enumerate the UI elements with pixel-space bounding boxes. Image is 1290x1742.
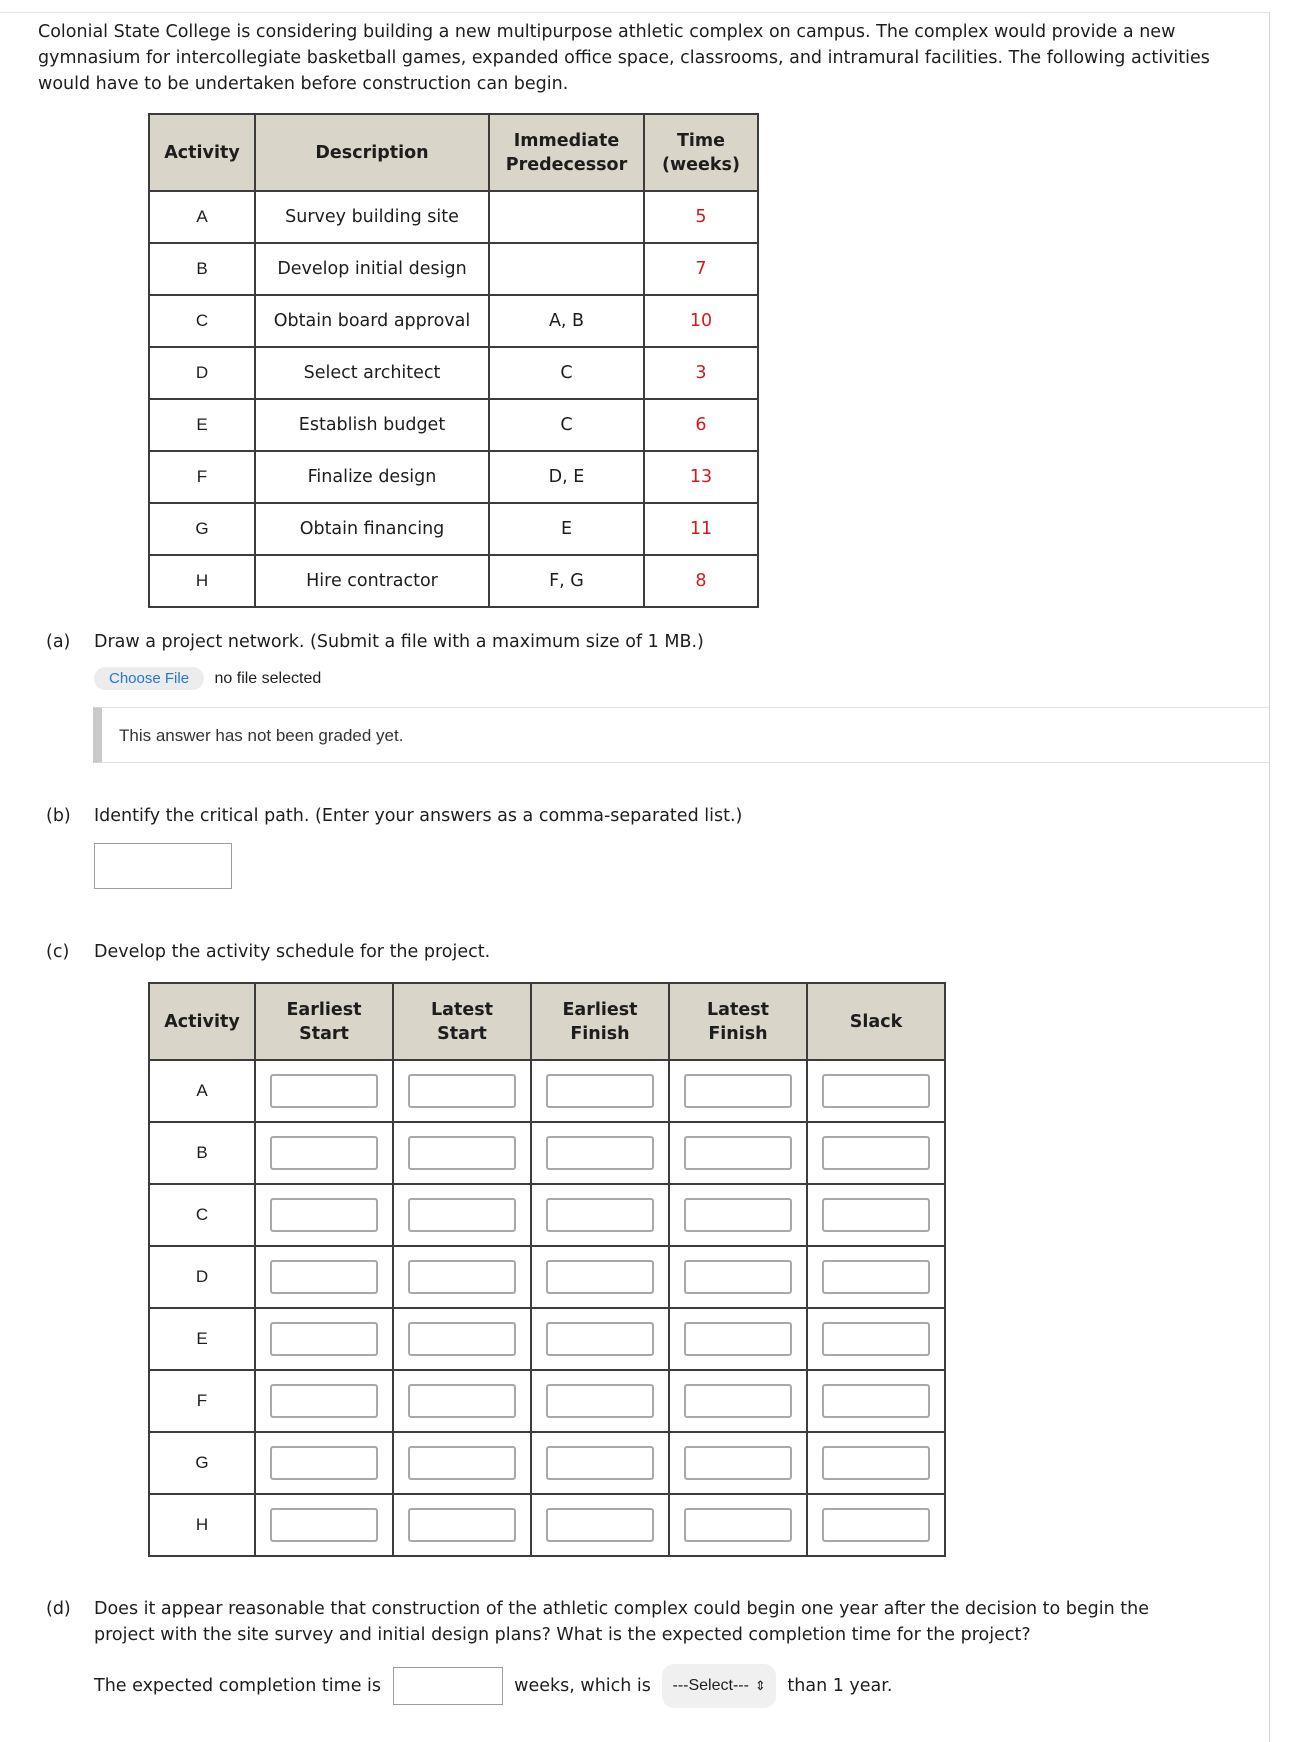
schedule-cell <box>531 1494 669 1556</box>
slack-input[interactable] <box>822 1074 930 1108</box>
earliest-finish-input[interactable] <box>546 1446 654 1480</box>
earliest-finish-input[interactable] <box>546 1074 654 1108</box>
problem-intro: Colonial State College is considering building a new multipurpose athletic complex on campus. The complex would provide a new gymnasium for intercollegiate basketball games, expanded office space, classrooms, and intramural facilities. The following activities would have to be undertaken before construction can begin. <box>38 22 1210 94</box>
sched-header-latest-start: Latest Start <box>393 983 531 1060</box>
activity-cell: A <box>149 191 255 243</box>
activity-row <box>149 555 758 607</box>
predecessor-cell: E <box>489 503 644 555</box>
sched-header-earliest-start: Earliest Start <box>255 983 393 1060</box>
schedule-cell <box>393 1308 531 1370</box>
latest-start-input[interactable] <box>408 1322 516 1356</box>
latest-finish-input[interactable] <box>684 1384 792 1418</box>
earliest-start-input[interactable] <box>270 1198 378 1232</box>
schedule-cell <box>531 1122 669 1184</box>
schedule-cell <box>255 1432 393 1494</box>
schedule-cell <box>393 1370 531 1432</box>
activity-row <box>149 191 758 243</box>
activity-cell: B <box>149 243 255 295</box>
slack-input[interactable] <box>822 1508 930 1542</box>
activity-row <box>149 347 758 399</box>
earliest-start-input[interactable] <box>270 1508 378 1542</box>
time-cell: 13 <box>644 451 758 503</box>
activities-table <box>148 113 759 608</box>
description-cell: Hire contractor <box>255 555 489 607</box>
activity-cell: E <box>149 399 255 451</box>
schedule-row <box>149 1432 945 1494</box>
schedule-cell <box>669 1246 807 1308</box>
schedule-cell <box>807 1184 945 1246</box>
part-d-question <box>46 1596 1246 1648</box>
schedule-activity-cell: G <box>149 1432 255 1494</box>
earliest-start-input[interactable] <box>270 1260 378 1294</box>
schedule-cell <box>807 1122 945 1184</box>
critical-path-input[interactable] <box>94 843 232 889</box>
activity-row <box>149 451 758 503</box>
time-cell: 11 <box>644 503 758 555</box>
latest-finish-input[interactable] <box>684 1136 792 1170</box>
schedule-activity-cell: H <box>149 1494 255 1556</box>
latest-start-input[interactable] <box>408 1384 516 1418</box>
schedule-cell <box>531 1060 669 1122</box>
activity-cell: C <box>149 295 255 347</box>
predecessor-cell <box>489 191 644 243</box>
schedule-row <box>149 1308 945 1370</box>
sched-header-slack: Slack <box>807 983 945 1060</box>
schedule-activity-cell: F <box>149 1370 255 1432</box>
sched-header-activity: Activity <box>149 983 255 1060</box>
time-cell: 10 <box>644 295 758 347</box>
earliest-finish-input[interactable] <box>546 1198 654 1232</box>
schedule-row <box>149 1060 945 1122</box>
predecessor-cell: F, G <box>489 555 644 607</box>
schedule-cell <box>531 1308 669 1370</box>
schedule-activity-cell: E <box>149 1308 255 1370</box>
schedule-table <box>148 982 946 1557</box>
schedule-cell <box>393 1494 531 1556</box>
earliest-start-input[interactable] <box>270 1074 378 1108</box>
completion-suffix: than 1 year. <box>787 1676 893 1696</box>
schedule-cell <box>393 1060 531 1122</box>
latest-start-input[interactable] <box>408 1260 516 1294</box>
part-d-label: (d) <box>46 1599 71 1619</box>
description-cell: Survey building site <box>255 191 489 243</box>
schedule-cell <box>531 1246 669 1308</box>
schedule-cell <box>807 1060 945 1122</box>
schedule-row <box>149 1246 945 1308</box>
predecessor-cell: A, B <box>489 295 644 347</box>
earliest-finish-input[interactable] <box>546 1384 654 1418</box>
description-cell: Obtain board approval <box>255 295 489 347</box>
completion-time-row <box>94 1664 892 1708</box>
slack-input[interactable] <box>822 1384 930 1418</box>
schedule-cell <box>807 1246 945 1308</box>
latest-finish-input[interactable] <box>684 1508 792 1542</box>
schedule-cell <box>669 1432 807 1494</box>
activity-cell: F <box>149 451 255 503</box>
schedule-cell <box>669 1060 807 1122</box>
part-c-label: (c) <box>46 942 70 962</box>
schedule-cell <box>807 1494 945 1556</box>
schedule-row <box>149 1184 945 1246</box>
schedule-cell <box>807 1432 945 1494</box>
schedule-cell <box>393 1246 531 1308</box>
description-cell: Finalize design <box>255 451 489 503</box>
earliest-finish-input[interactable] <box>546 1260 654 1294</box>
schedule-cell <box>669 1308 807 1370</box>
time-cell: 5 <box>644 191 758 243</box>
schedule-cell <box>531 1370 669 1432</box>
latest-start-input[interactable] <box>408 1198 516 1232</box>
activity-cell: D <box>149 347 255 399</box>
latest-start-input[interactable] <box>408 1446 516 1480</box>
activity-row <box>149 295 758 347</box>
schedule-cell <box>807 1370 945 1432</box>
completion-time-input[interactable] <box>393 1667 503 1705</box>
time-cell: 6 <box>644 399 758 451</box>
completion-prefix: The expected completion time is <box>94 1676 381 1696</box>
slack-input[interactable] <box>822 1322 930 1356</box>
schedule-row <box>149 1122 945 1184</box>
predecessor-cell: C <box>489 347 644 399</box>
activity-cell: G <box>149 503 255 555</box>
activity-row <box>149 399 758 451</box>
schedule-activity-cell: B <box>149 1122 255 1184</box>
schedule-cell <box>669 1494 807 1556</box>
part-c-question <box>46 939 490 965</box>
schedule-cell <box>531 1184 669 1246</box>
description-cell: Establish budget <box>255 399 489 451</box>
part-a-text: Draw a project network. (Submit a file with a maximum size of 1 MB.) <box>94 632 704 652</box>
description-cell: Select architect <box>255 347 489 399</box>
part-b-label: (b) <box>46 806 71 826</box>
col-header-description: Description <box>255 114 489 191</box>
time-cell: 7 <box>644 243 758 295</box>
schedule-activity-cell: C <box>149 1184 255 1246</box>
activity-cell: H <box>149 555 255 607</box>
part-a-label: (a) <box>46 632 71 652</box>
latest-finish-input[interactable] <box>684 1446 792 1480</box>
latest-start-input[interactable] <box>408 1074 516 1108</box>
time-cell: 8 <box>644 555 758 607</box>
predecessor-cell <box>489 243 644 295</box>
predecessor-cell: D, E <box>489 451 644 503</box>
grading-status-text: This answer has not been graded yet. <box>119 726 404 745</box>
activity-row <box>149 503 758 555</box>
earliest-finish-input[interactable] <box>546 1136 654 1170</box>
latest-start-input[interactable] <box>408 1136 516 1170</box>
schedule-cell <box>255 1308 393 1370</box>
part-a-question <box>46 629 704 655</box>
schedule-activity-cell: A <box>149 1060 255 1122</box>
col-header-activity: Activity <box>149 114 255 191</box>
schedule-cell <box>255 1370 393 1432</box>
schedule-cell <box>669 1122 807 1184</box>
file-upload <box>94 667 321 690</box>
schedule-cell <box>669 1370 807 1432</box>
schedule-cell <box>255 1060 393 1122</box>
part-b-question <box>46 803 742 829</box>
schedule-cell <box>255 1122 393 1184</box>
part-c-text: Develop the activity schedule for the project. <box>94 942 491 962</box>
select-chevron-icon: ⇕ <box>754 1678 766 1693</box>
part-b-text: Identify the critical path. (Enter your answers as a comma-separated list.) <box>94 806 743 826</box>
comparison-select[interactable]: ---Select--- ⇕ <box>662 1664 775 1708</box>
predecessor-cell: C <box>489 399 644 451</box>
schedule-cell <box>255 1494 393 1556</box>
schedule-row <box>149 1370 945 1432</box>
latest-start-input[interactable] <box>408 1508 516 1542</box>
earliest-finish-input[interactable] <box>546 1508 654 1542</box>
earliest-start-input[interactable] <box>270 1322 378 1356</box>
choose-file-button[interactable]: Choose File <box>94 667 204 690</box>
part-d-text: Does it appear reasonable that construction of the athletic complex could begin one year after the decision to begin the project with the site survey and initial design plans? What is the expected completion time for the project? <box>94 1599 1149 1645</box>
schedule-cell <box>393 1184 531 1246</box>
slack-input[interactable] <box>822 1136 930 1170</box>
grading-status-box <box>93 707 1270 763</box>
earliest-start-input[interactable] <box>270 1446 378 1480</box>
schedule-cell <box>669 1184 807 1246</box>
schedule-cell <box>393 1122 531 1184</box>
schedule-activity-cell: D <box>149 1246 255 1308</box>
earliest-finish-input[interactable] <box>546 1322 654 1356</box>
completion-middle: weeks, which is <box>514 1676 651 1696</box>
schedule-cell <box>255 1184 393 1246</box>
col-header-time: Time (weeks) <box>644 114 758 191</box>
schedule-cell <box>531 1432 669 1494</box>
latest-finish-input[interactable] <box>684 1322 792 1356</box>
slack-input[interactable] <box>822 1446 930 1480</box>
sched-header-latest-finish: Latest Finish <box>669 983 807 1060</box>
schedule-row <box>149 1494 945 1556</box>
latest-finish-input[interactable] <box>684 1198 792 1232</box>
schedule-cell <box>255 1246 393 1308</box>
sched-header-earliest-finish: Earliest Finish <box>531 983 669 1060</box>
description-cell: Obtain financing <box>255 503 489 555</box>
earliest-start-input[interactable] <box>270 1384 378 1418</box>
page-top-border <box>0 0 1270 13</box>
description-cell: Develop initial design <box>255 243 489 295</box>
time-cell: 3 <box>644 347 758 399</box>
schedule-cell <box>807 1308 945 1370</box>
col-header-predecessor: Immediate Predecessor <box>489 114 644 191</box>
slack-input[interactable] <box>822 1260 930 1294</box>
latest-finish-input[interactable] <box>684 1260 792 1294</box>
slack-input[interactable] <box>822 1198 930 1232</box>
activity-row <box>149 243 758 295</box>
latest-finish-input[interactable] <box>684 1074 792 1108</box>
earliest-start-input[interactable] <box>270 1136 378 1170</box>
file-status: no file selected <box>214 670 322 687</box>
right-border <box>1269 12 1270 1742</box>
schedule-cell <box>393 1432 531 1494</box>
